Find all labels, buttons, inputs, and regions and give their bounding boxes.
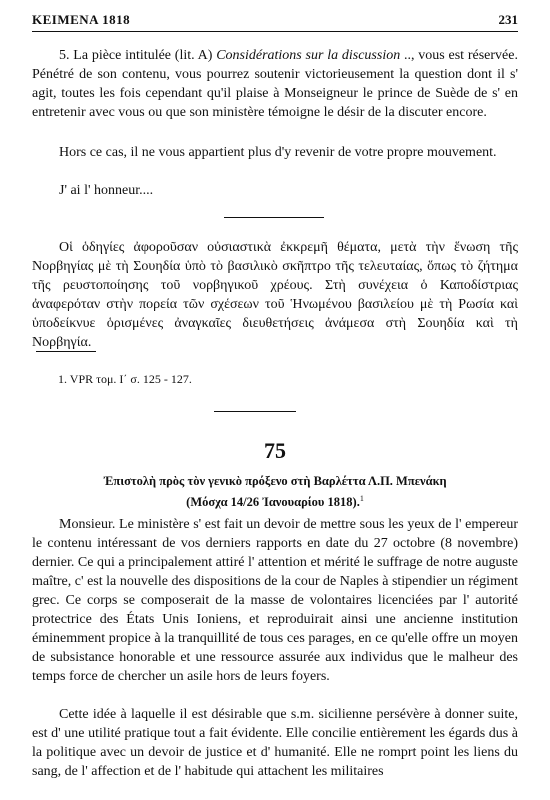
document-title-italic: Considérations sur la discussion [216, 48, 401, 63]
document-title [32, 472, 518, 511]
header-rule [32, 31, 518, 32]
footnote-rule [36, 351, 96, 352]
page-number: 231 [498, 12, 518, 27]
running-header [32, 10, 518, 32]
paragraph-hors-ce-cas: Hors ce cas, il ne vous appartient plus d'y revenir de votre propre mouvement. [59, 145, 497, 160]
paragraph-point-5-lead: 5. La pièce intitulée (lit. A) [59, 48, 217, 63]
document-number: 75 [264, 438, 286, 463]
section-separator-2 [214, 411, 296, 412]
document-title-note-marker: 1 [359, 494, 364, 503]
paragraph-point-5 [32, 46, 518, 122]
greek-summary: Οἱ ὁδηγίες ἀφοροῦσαν οὐσιαστικὰ ἐκκρεμῆ θέματα, μετὰ τὴν ἕνωση τῆς Νορβηγίας μὲ τὴ Σουηδία ὑπὸ τὸ βασιλικὸ σκῆπτρο τῆς τελευταίας, ὅπως τὸ ζήτημα τῆς ρευστοποίησης τοῦ νορβηγικοῦ χρέους. Στὴ συνέχεια ὁ Καποδίστριας ἀναφερόταν στὴν πορεία τῶν σχέσεων τοῦ Ἡνωμένου βασιλείου μὲ τὴ Ρωσία καὶ ὑποδείκνυε ὁρισμένες ἀναγκαῖες διευθετήσεις ἀνάμεσα στὴ Σουηδία καὶ τὴ Νορβηγία. [32, 240, 518, 350]
paragraph-point-5-rest: .., vous est réservée. Pénétré de son contenu, vous pourrez soutenir victorieusement la question dont il s' agit, toutes les fois cependant qu'il plaise à Monseigneur le prince de Suède de s' en entretenir avec vous ou que son ministère témoigne le désir de la discuter encore. [32, 48, 518, 120]
letter-paragraph-1: Monsieur. Le ministère s' est fait un devoir de mettre sous les yeux de l' empereur le contenu intéressant de vos derniers rapports en date du 27 octobre (8 novembre) dernier. Ce qui a principalement attiré l' attention et mérité le suffrage de notre auguste maître, c' est la nouvelle des dispositions de la cour de Naples à stipendier un régiment grec. Ce corps se composerait de la masse de volontaires licenciées par l' autorité protectrice des États Unis Ioniens, et reproduirait ainsi une ancienne institution éminemment propice à la tranquillité de tous ces parages, en ce qu'elle offre un moyen de subsistance honorable et une ressource assurée aux individus que le malheur des temps force de chercher un asile hors de leurs foyers. [32, 517, 518, 684]
running-title: KEIMENA 1818 [32, 12, 131, 27]
closing-formula: J' ai l' honneur.... [59, 183, 154, 198]
document-title-line-2: (Μόσχα 14/26 Ἰανουαρίου 1818). [186, 495, 360, 510]
letter-paragraph-2: Cette idée à laquelle il est désirable que s.m. sicilienne persévère à donner suite, est d' une utilité pratique tout a fait évidente. Elle concilie entièrement les égards dus à la politique avec un devoir de justice et d' humanité. Elle ne romprt point les liens du sang, de l' affection et de l' habitude qui attachent les militaires [32, 707, 518, 779]
document-title-line-1: Ἐπιστολὴ πρὸς τὸν γενικὸ πρόξενο στὴ Βαρλέττα Λ.Π. Μπενάκη [103, 474, 447, 488]
footnote: 1. VPR τομ. Ι΄ σ. 125 - 127. [58, 372, 192, 386]
section-separator [224, 217, 324, 218]
